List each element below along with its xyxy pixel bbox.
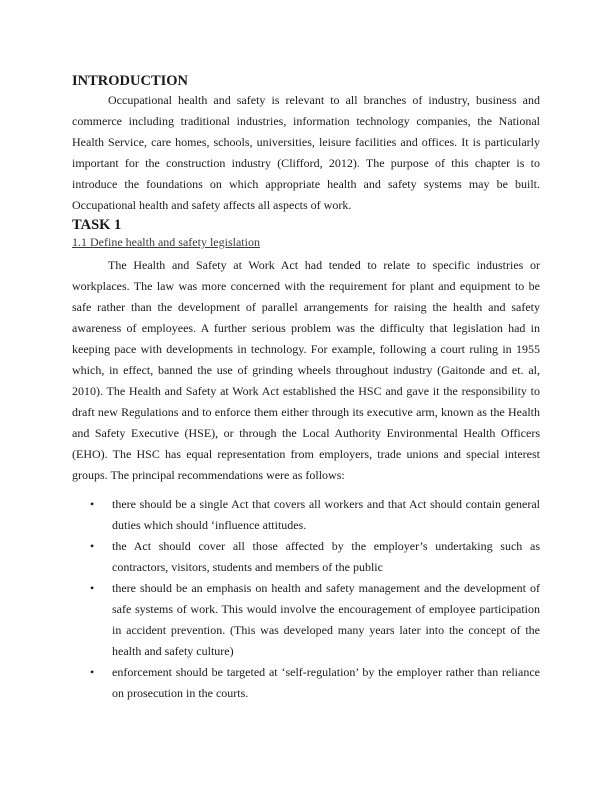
list-item-text: the Act should cover all those affected by the employer’s undertaking such as contractors, visitors, students and members of the public xyxy=(112,539,540,574)
list-item xyxy=(72,662,540,704)
list-item-text: there should be an emphasis on health and safety management and the development of safe systems of work. This would involve the encouragement of employee participation in accident prevention. (This was developed many years later into the concept of the health and safety culture) xyxy=(112,581,540,658)
task1-heading: TASK 1 xyxy=(72,217,122,233)
introduction-heading: INTRODUCTION xyxy=(72,73,189,89)
task1-paragraph: The Health and Safety at Work Act had tended to relate to specific industries or workplaces. The law was more concerned with the requirement for plant and equipment to be safe rather than the development of parallel arrangements for raising the health and safety awareness of employees. A further serious problem was the difficulty that legislation had in keeping pace with developments in technology. For example, following a court ruling in 1955 which, in effect, banned the use of grinding wheels throughout industry (Gaitonde and et. al, 2010). The Health and Safety at Work Act established the HSC and gave it the responsibility to draft new Regulations and to enforce them either through its executive arm, known as the Health and Safety Executive (HSE), or through the Local Authority Environmental Health Officers (EHO). The HSC has equal representation from employers, trade unions and special interest groups. The principal recommendations were as follows: xyxy=(72,258,540,482)
task1-subheading: 1.1 Define health and safety legislation xyxy=(72,235,260,249)
list-item xyxy=(72,536,540,578)
bullet-icon: • xyxy=(90,539,95,553)
list-item-text: there should be a single Act that covers all workers and that Act should contain general duties which should ‘influence attitudes. xyxy=(112,497,540,532)
recommendations-list xyxy=(72,494,540,704)
bullet-icon: • xyxy=(90,497,95,511)
list-item xyxy=(72,578,540,662)
document-page xyxy=(72,72,540,704)
introduction-paragraph: Occupational health and safety is relevant to all branches of industry, business and commerce including traditional industries, information technology companies, the National Health Service, care homes, schools, universities, leisure facilities and offices. It is particularly important for the construction industry (Clifford, 2012). The purpose of this chapter is to introduce the foundations on which appropriate health and safety systems may be built. Occupational health and safety affects all aspects of work. xyxy=(72,93,540,212)
list-item-text: enforcement should be targeted at ‘self-regulation’ by the employer rather than reliance on prosecution in the courts. xyxy=(112,665,540,700)
bullet-icon: • xyxy=(90,581,95,595)
bullet-icon: • xyxy=(90,665,95,679)
list-item xyxy=(72,494,540,536)
